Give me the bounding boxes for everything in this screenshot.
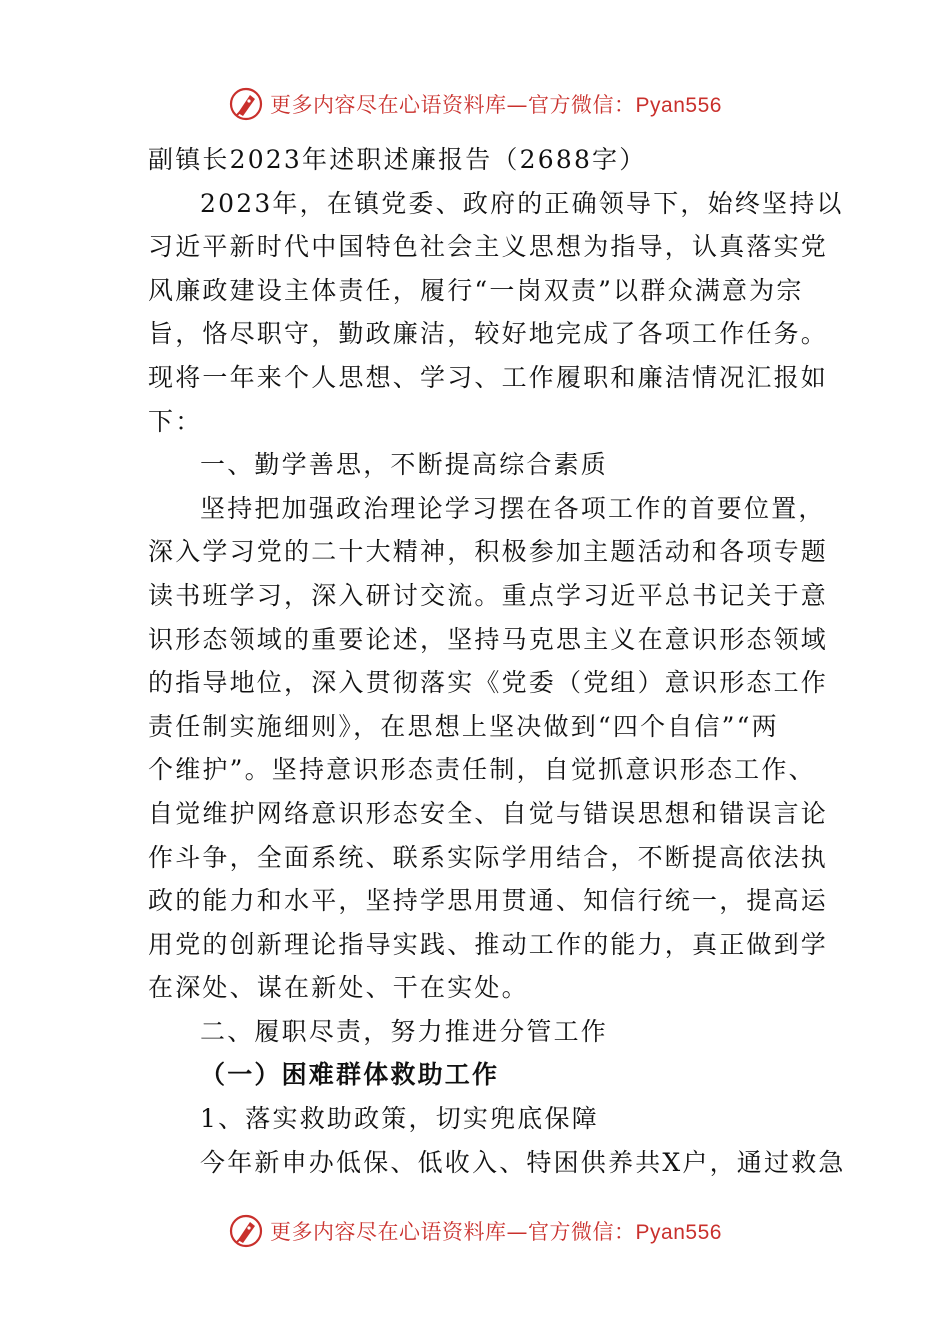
item-heading: 1、落实救助政策，切实兜底保障	[200, 1104, 599, 1134]
paragraph-line: 下：	[148, 406, 203, 436]
paragraph-line: 识形态领域的重要论述，坚持马克思主义在意识形态领域	[148, 624, 829, 654]
paragraph-line: 用党的创新理论指导实践、推动工作的能力，真正做到学	[148, 929, 829, 959]
pen-nib-logo-icon	[228, 1213, 264, 1249]
document-body	[148, 138, 846, 1184]
footer-watermark	[0, 1211, 950, 1251]
paragraph-line: 坚持把加强政治理论学习摆在各项工作的首要位置，	[200, 493, 826, 523]
paragraph-line: 习近平新时代中国特色社会主义思想为指导，认真落实党	[148, 232, 829, 262]
paragraph-line: 读书班学习，深入研讨交流。重点学习近平总书记关于意	[148, 580, 829, 610]
subsection-heading: （一）困难群体救助工作	[200, 1060, 500, 1090]
watermark-text: 更多内容尽在心语资料库—官方微信：Pyan556	[270, 1220, 722, 1244]
header-watermark	[0, 84, 950, 124]
paragraph-line: 深入学习党的二十大精神，积极参加主题活动和各项专题	[148, 537, 829, 567]
paragraph-line: 政的能力和水平，坚持学思用贯通、知信行统一，提高运	[148, 886, 829, 916]
section-heading-1: 一、勤学善思，不断提高综合素质	[200, 450, 609, 480]
paragraph-line: 个维护”。坚持意识形态责任制，自觉抓意识形态工作、	[148, 755, 816, 785]
paragraph-line: 责任制实施细则》，在思想上坚决做到“四个自信”“两	[148, 711, 779, 741]
section-heading-2: 二、履职尽责，努力推进分管工作	[200, 1016, 609, 1046]
paragraph-line: 作斗争，全面系统、联系实际学用结合，不断提高依法执	[148, 842, 829, 872]
paragraph-line: 的指导地位，深入贯彻落实《党委（党组）意识形态工作	[148, 668, 829, 698]
paragraph-line: 2023年，在镇党委、政府的正确领导下，始终坚持以	[200, 188, 844, 218]
document-title: 副镇长2023年述职述廉报告（2688字）	[148, 145, 647, 174]
pen-nib-logo-icon	[228, 86, 264, 122]
paragraph-line: 在深处、谋在新处、干在实处。	[148, 973, 529, 1003]
paragraph-line: 今年新申办低保、低收入、特困供养共X户，通过救急	[200, 1147, 846, 1177]
paragraph-line: 风廉政建设主体责任，履行“一岗双责”以群众满意为宗	[148, 275, 804, 305]
paragraph-line: 现将一年来个人思想、学习、工作履职和廉洁情况汇报如	[148, 362, 829, 392]
watermark-text: 更多内容尽在心语资料库—官方微信：Pyan556	[270, 93, 722, 117]
paragraph-line: 旨，恪尽职守，勤政廉洁，较好地完成了各项工作任务。	[148, 319, 829, 349]
paragraph-line: 自觉维护网络意识形态安全、自觉与错误思想和错误言论	[148, 798, 829, 828]
